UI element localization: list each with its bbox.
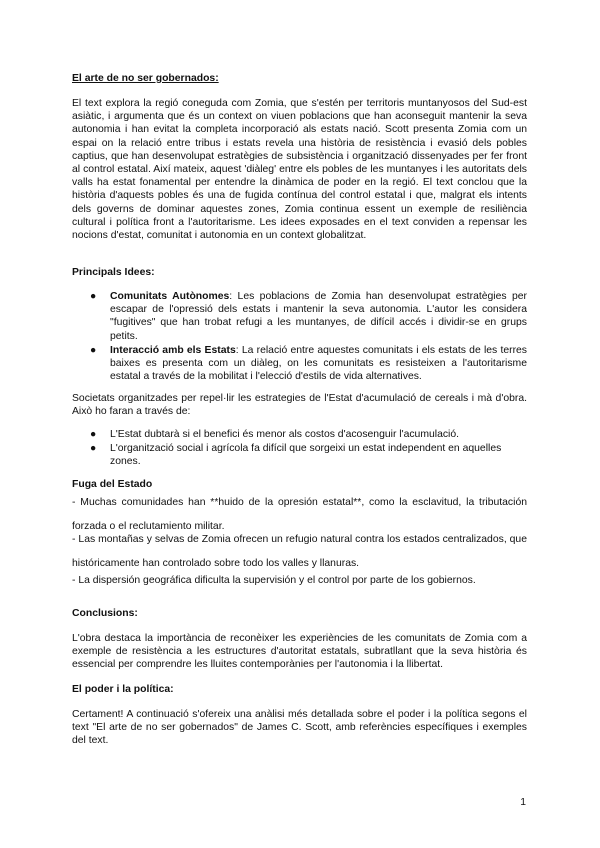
conclusions-paragraph: L'obra destaca la importància de reconèixer les experiències de les comunitats de Zomia com a exemple de resistència a les estructures d'autoritat estatals, subratllant que la seva història és essencial per comprendre les lluites contemporànies per l'autonomia i la llibertat.: [72, 633, 527, 671]
list-item-text: L'Estat dubtarà si el benefici és menor als costos d'acosenguir l'acumulació.: [110, 429, 460, 440]
conclusions-heading: Conclusions:: [72, 608, 138, 619]
idea-text: : Les poblacions de Zomia han desenvolupat estratègies per escapar de l'opressió dels estats i mantenir la seva autonomia. L'autor les considera "fugitives" que han trobat refugi a les muntanyes, de difícil accés i dividir-se en grups petits.: [110, 291, 527, 342]
bullet-icon: ●: [90, 344, 97, 356]
fuga-line: - La dispersión geográfica dificulta la supervisión y el control por parte de los gobiernos.: [72, 575, 476, 586]
list-item: [90, 442, 527, 468]
bullet-icon: ●: [90, 429, 97, 440]
bullet-icon: ●: [90, 443, 97, 455]
fuga-line: - Las montañas y selvas de Zomia ofrecen un refugio natural contra los estados centralizados, que históricamente han controlado sobre todo los valles y llanuras.: [72, 534, 527, 569]
list-item-text: L'organització social i agrícola fa difícil que sorgeixi un estat independent en aquelles zones.: [110, 443, 502, 468]
list-item: [90, 344, 527, 384]
list-item: [90, 428, 527, 441]
power-heading: El poder i la política:: [72, 684, 174, 695]
document-title: El arte de no ser gobernados:: [72, 73, 219, 84]
intro-paragraph: El text explora la regió coneguda com Zomia, que s'estén per territoris muntanyosos del Sud-est asiàtic, i argumenta que és un context on viuen poblacions que han aconseguit mantenir la seva autonomia i han evitat la completa incorporació als estats nació. Scott presenta Zomia com un espai on la relació entre tribus i estats revela una història de resistència i evasió dels pobles captius, que han desenvolupat estratègies de subsistència i organització dissenyades per fer front al control estatal. Així mateix, aquest 'diàleg' entre els pobles de les muntanyes i les autoritats dels valls ha estat fonamental per entendre la dinàmica de poder en la regió. El text conclou que la història d'aquests pobles és una de fugida contínua del control estatal i que, malgrat els intents dels governs de dominar aquestes zones, Zomia continua essent un exemple de resiliència cultural i política front a l'autoritarisme. Les idees exposades en el text conviden a repensar les nocions d'estat, comunitat i autonomia en un context globalitzat.: [72, 98, 527, 242]
power-paragraph: Certament! A continuació s'ofereix una anàlisi més detallada sobre el poder i la política segons el text "El arte de no ser gobernados" de James C. Scott, amb referències específiques i exemples del text.: [72, 709, 527, 747]
bullet-icon: ●: [90, 291, 97, 302]
idea-term: Interacció amb els Estats: [110, 344, 236, 356]
idea-term: Comunitats Autònomes: [110, 291, 230, 302]
page-number: 1: [520, 797, 526, 808]
fuga-heading: Fuga del Estado: [72, 479, 153, 490]
societies-list: [90, 428, 527, 470]
fuga-line: - Muchas comunidades han **huido de la opresión estatal**, como la esclavitud, la tributación forzada o el reclutamiento militar.: [72, 497, 527, 532]
idea-text: : La relació entre aquestes comunitats i els estats de les terres baixes es presenta com un diàleg, on les comunitats es resisteixen a l'autoritarisme estatal a través de la mobilitat i l'elecció d'estils de vida alternatives.: [110, 344, 528, 383]
main-ideas-list: [90, 290, 527, 384]
societies-paragraph: Societats organitzades per repel·lir les estrategies de l'Estat d'acumulació de cereals i mà d'obra. Això ho faran a través de:: [72, 393, 527, 418]
main-ideas-heading: Principals Idees:: [72, 267, 155, 278]
list-item: [90, 290, 527, 343]
